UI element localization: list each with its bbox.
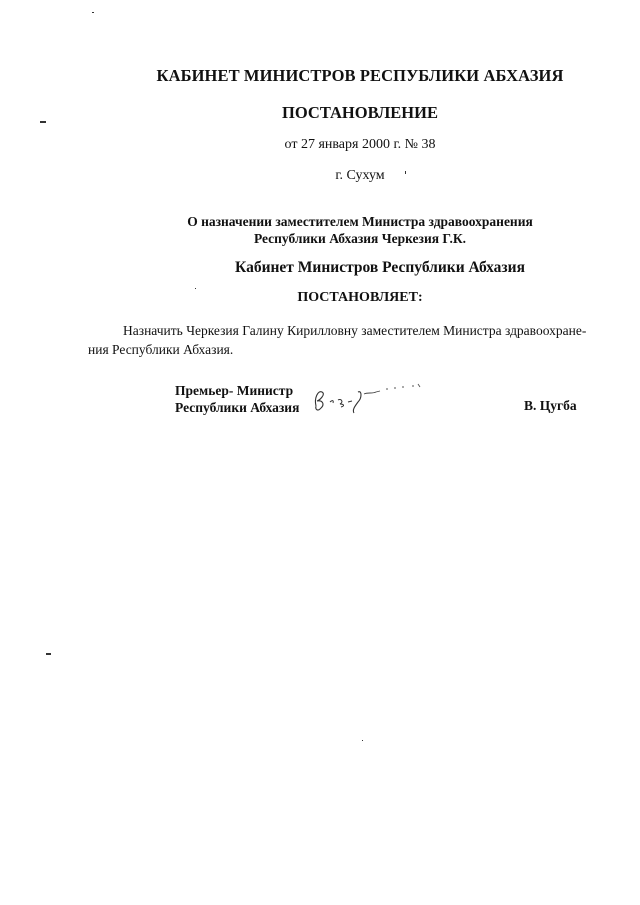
body-line-1: Назначить Черкезия Галину Кирилловну заместителем Министра здравоохране- [123,323,587,338]
document-type: ПОСТАНОВЛЕНИЕ [282,103,438,122]
scan-speck [92,12,94,13]
scan-speck [405,171,406,174]
scan-speck [362,740,363,741]
decree-word: ПОСТАНОВЛЯЕТ: [297,290,423,305]
decree-body [88,321,588,359]
handwritten-signature [308,380,428,416]
subject-heading [130,213,590,247]
issuing-body: Кабинет Министров Республики Абхазия [235,259,525,276]
signatory-title-line-2: Республики Абхазия [175,400,300,415]
signatory-title-line-1: Премьер- Министр [175,383,294,398]
scan-speck [46,653,51,655]
scan-speck [40,121,46,123]
body-line-2: ния Республики Абхазия. [88,342,234,357]
organization-title: КАБИНЕТ МИНИСТРОВ РЕСПУБЛИКИ АБХАЗИЯ [156,66,564,85]
date-and-number: от 27 января 2000 г. № 38 [284,137,436,152]
scan-speck [195,288,196,289]
signatory-title [175,382,299,416]
subject-line-2: Республики Абхазия Черкезия Г.К. [253,231,467,246]
city: г. Сухум [335,168,385,183]
subject-line-1: О назначении заместителем Министра здравоохранения [187,214,533,229]
signatory-name: В. Цугба [524,398,577,413]
